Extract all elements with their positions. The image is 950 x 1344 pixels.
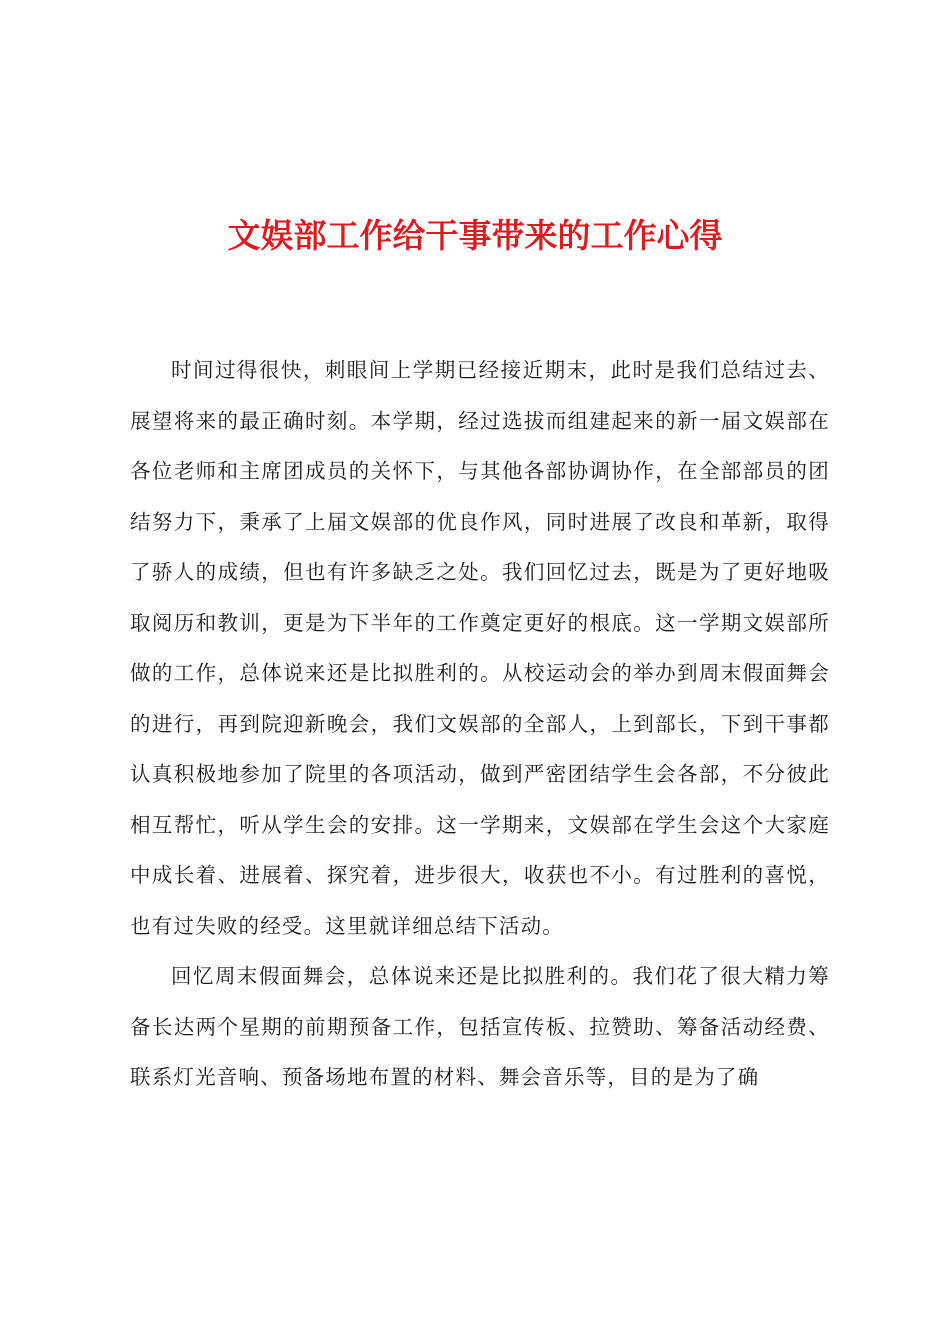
document-title: 文娱部工作给干事带来的工作心得 (227, 216, 723, 255)
paragraph-1: 时间过得很快，刺眼间上学期已经接近期末，此时是我们总结过去、展望将来的最正确时刻。本学期，经过选拔而组建起来的新一届文娱部在各位老师和主席团成员的关怀下，与其他各部协调协作，在全部部员的团结努力下，秉承了上届文娱部的优良作风，同时进展了改良和革新，取得了骄人的成绩，但也有许多缺乏之处。我们回忆过去，既是为了更好地吸取阅历和教训，更是为下半年的工作奠定更好的根底。这一学期文娱部所做的工作，总体说来还是比拟胜利的。从校运动会的举办到周末假面舞会的进行，再到院迎新晚会，我们文娱部的全部人，上到部长，下到干事都认真积极地参加了院里的各项活动，做到严密团结学生会各部，不分彼此相互帮忙，听从学生会的安排。这一学期来，文娱部在学生会这个大家庭中成长着、进展着、探究着，进步很大，收获也不小。有过胜利的喜悦，也有过失败的经受。这里就详细总结下活动。 (130, 358, 830, 938)
paragraph-2: 回忆周末假面舞会，总体说来还是比拟胜利的。我们花了很大精力筹备长达两个星期的前期预备工作，包括宣传板、拉赞助、筹备活动经费、联系灯光音响、预备场地布置的材料、舞会音乐等，目的是为了确 (130, 964, 830, 1089)
document-body (130, 345, 830, 1103)
